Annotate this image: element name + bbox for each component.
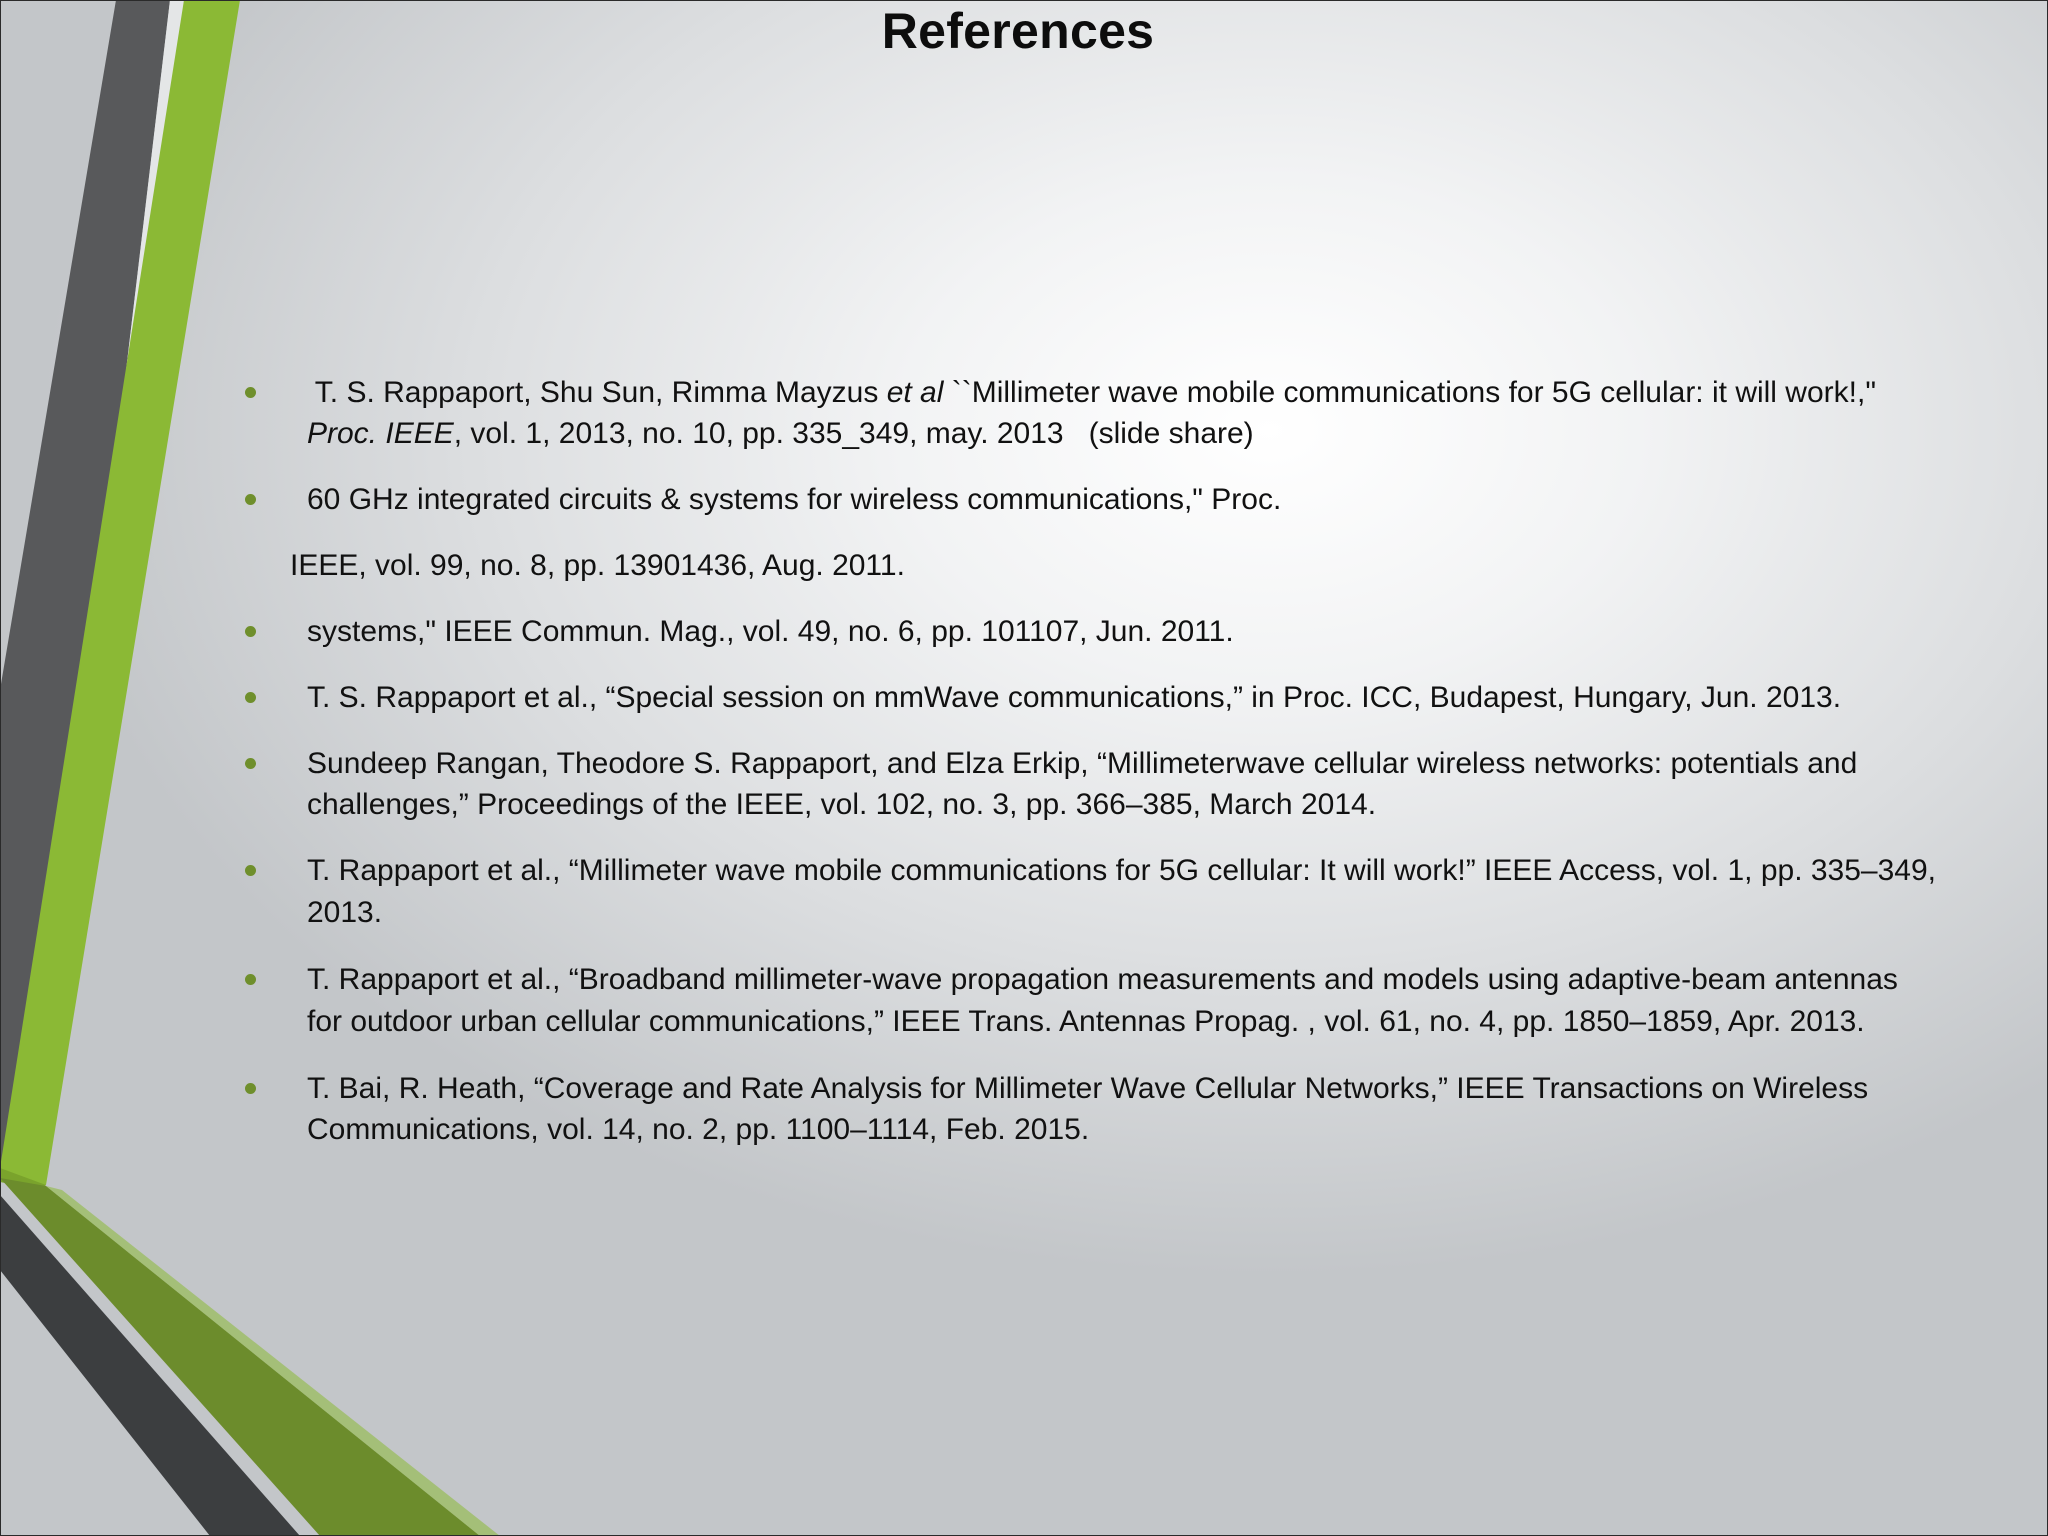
ref-authors: T. S. Rappaport, Shu Sun, Rimma Mayzus (307, 376, 887, 409)
list-item-continuation: IEEE, vol. 99, no. 8, pp. 13901436, Aug. 2011. (290, 549, 905, 582)
ref-details: , vol. 1, 2013, no. 10, pp. 335_349, may. 2013 (slide share) (453, 417, 1254, 450)
list-item: T. S. Rappaport et al., “Special session on mmWave communications,” in Proc. ICC, Budapest, Hungary, Jun. 2013. (238, 677, 1938, 718)
ref-journal: Proc. IEEE (307, 417, 454, 450)
list-item (238, 372, 1938, 454)
list-item: T. Rappaport et al., “Millimeter wave mobile communications for 5G cellular: It will work!” IEEE Access, vol. 1, pp. 335–349, 2013. (238, 850, 1938, 934)
list-item: 60 GHz integrated circuits & systems for wireless communications," Proc. (238, 479, 1938, 520)
reference-list (238, 372, 1938, 1175)
page-title: References (881, 3, 1155, 59)
dark-stripe-upper (0, 0, 170, 1180)
list-item: Sundeep Rangan, Theodore S. Rappaport, and Elza Erkip, “Millimeterwave cellular wireless networks: potentials and challenges,” Proceedings of the IEEE, vol. 102, no. 3, pp. 366–385, March 2014. (238, 743, 1938, 825)
list-item: T. Rappaport et al., “Broadband millimeter-wave propagation measurements and models using adaptive-beam antennas for outdoor urban cellular communications,” IEEE Trans. Antennas Propag. , vol. 61, no. 4, pp. 1850–1859, Apr. 2013. (238, 959, 1938, 1043)
ref-title: ``Millimeter wave mobile communications for 5G cellular: it will work!," (943, 376, 1876, 409)
list-item: T. Bai, R. Heath, “Coverage and Rate Analysis for Millimeter Wave Cellular Networks,” IEEE Transactions on Wireless Communications, vol. 14, no. 2, pp. 1100–1114, Feb. 2015. (238, 1068, 1938, 1150)
list-item: systems," IEEE Commun. Mag., vol. 49, no. 6, pp. 101107, Jun. 2011. (238, 611, 1938, 652)
ref-etal: et al (886, 376, 944, 409)
